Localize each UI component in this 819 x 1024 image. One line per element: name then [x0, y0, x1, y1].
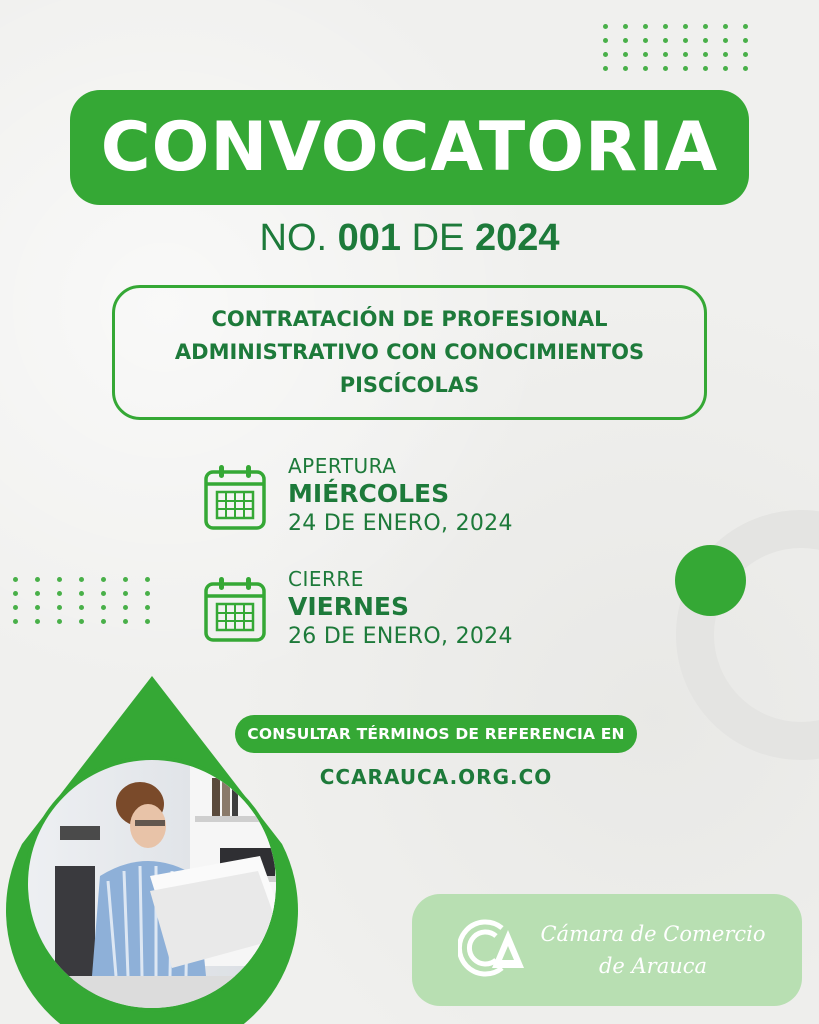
number-prefix: NO. [259, 217, 328, 259]
decorative-dot [723, 24, 728, 29]
number-year: 2024 [474, 217, 560, 259]
decorative-dot [683, 66, 688, 71]
decorative-dot [643, 52, 648, 57]
decorative-dot [703, 52, 708, 57]
decorative-dot [35, 605, 40, 610]
decorative-dot [145, 619, 150, 624]
decorative-dot [57, 605, 62, 610]
decorative-dot [743, 24, 748, 29]
decorative-dots-left [13, 577, 150, 624]
decorative-dot [123, 605, 128, 610]
title-banner [70, 90, 749, 205]
closing-date-block [288, 567, 513, 649]
decorative-dot [723, 38, 728, 43]
decorative-dot [743, 52, 748, 57]
decorative-dot [703, 24, 708, 29]
organization-name [533, 918, 773, 982]
consult-label: CONSULTAR TÉRMINOS DE REFERENCIA EN [247, 725, 625, 743]
ca-logo-icon [458, 916, 526, 980]
calendar-icon [204, 576, 266, 642]
decorative-dot [623, 24, 628, 29]
decorative-dot [101, 577, 106, 582]
decorative-dot [663, 24, 668, 29]
closing-date: 26 DE ENERO, 2024 [288, 624, 513, 649]
decorative-dot [603, 38, 608, 43]
decorative-dot [13, 577, 18, 582]
decorative-dot [101, 619, 106, 624]
number-mid: DE [411, 217, 465, 259]
decorative-dot [723, 66, 728, 71]
website-link[interactable]: CCARAUCA.ORG.CO [319, 765, 553, 789]
decorative-dot [683, 52, 688, 57]
decorative-dot [663, 52, 668, 57]
decorative-dot [123, 591, 128, 596]
decorative-dot [683, 24, 688, 29]
decorative-dot [703, 66, 708, 71]
decorative-dot [35, 577, 40, 582]
decorative-dot [145, 591, 150, 596]
number-value: 001 [337, 217, 402, 259]
decorative-dots-top-right [603, 24, 748, 71]
photo-drop-frame [0, 676, 300, 1024]
decorative-dot [13, 605, 18, 610]
decorative-dot [623, 38, 628, 43]
decorative-dot [145, 605, 150, 610]
decorative-dot [603, 66, 608, 71]
description-line: ADMINISTRATIVO CON CONOCIMIENTOS [174, 340, 645, 364]
description-line: PISCÍCOLAS [339, 373, 480, 397]
decorative-dot [643, 66, 648, 71]
decorative-dot [79, 591, 84, 596]
decorative-dot [57, 619, 62, 624]
decorative-dot [79, 619, 84, 624]
decorative-dot [703, 38, 708, 43]
decorative-dot [663, 38, 668, 43]
decorative-dot [35, 591, 40, 596]
decorative-dot [663, 66, 668, 71]
decorative-dot [145, 577, 150, 582]
page-title: CONVOCATORIA [100, 108, 719, 187]
decorative-dot [603, 24, 608, 29]
decorative-dot [643, 38, 648, 43]
decorative-dot [35, 619, 40, 624]
decorative-dot [79, 605, 84, 610]
opening-label: APERTURA [288, 454, 397, 478]
decorative-dot [101, 605, 106, 610]
organization-name-line: Cámara de Comercio [540, 922, 766, 946]
opening-day: MIÉRCOLES [288, 479, 450, 508]
opening-date: 24 DE ENERO, 2024 [288, 511, 513, 536]
decorative-dot [623, 52, 628, 57]
decorative-dot [643, 24, 648, 29]
decorative-dot [13, 591, 18, 596]
organization-name-line: de Arauca [598, 954, 708, 978]
opening-date-block [288, 454, 513, 536]
decorative-dot [79, 577, 84, 582]
decorative-dot [723, 52, 728, 57]
call-number [0, 217, 819, 260]
decorative-dot [743, 66, 748, 71]
decorative-dot [123, 577, 128, 582]
decorative-dot [57, 577, 62, 582]
calendar-icon [204, 464, 266, 530]
decorative-dot [101, 591, 106, 596]
decorative-dot [603, 52, 608, 57]
closing-label: CIERRE [288, 567, 364, 591]
decorative-dot [13, 619, 18, 624]
description-box [112, 285, 707, 420]
closing-day: VIERNES [288, 592, 409, 621]
decorative-dot [683, 38, 688, 43]
decorative-dot [623, 66, 628, 71]
decorative-dot [743, 38, 748, 43]
decorative-dot [57, 591, 62, 596]
decorative-green-circle [675, 545, 746, 616]
decorative-dot [123, 619, 128, 624]
description-line: CONTRATACIÓN DE PROFESIONAL [211, 307, 608, 331]
